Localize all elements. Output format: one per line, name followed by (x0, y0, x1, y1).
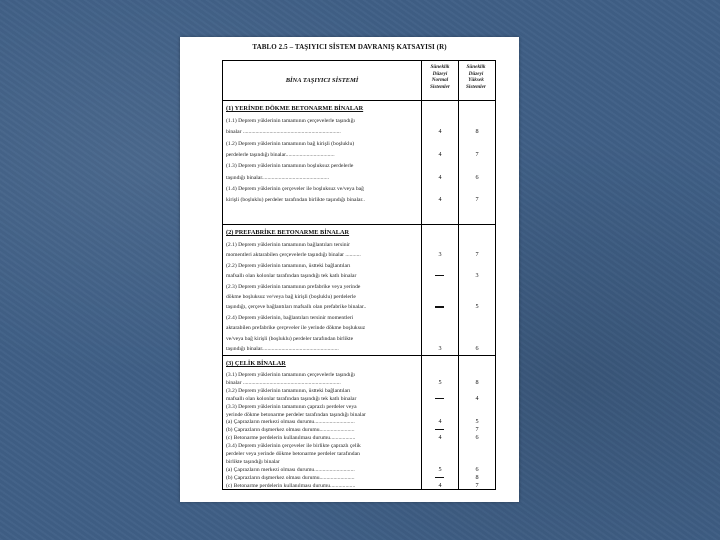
table-title: TABLO 2.5 – TAŞIYICI SİSTEM DAVRANIŞ KATSAYISI (R) (252, 43, 447, 51)
value-high-ductility: 4 (475, 394, 479, 402)
row-text: (c) Betonarme perdelerin kullanılması durumu.................. (226, 435, 356, 442)
value-high-ductility: 6 (475, 465, 479, 473)
value-normal-ductility: 4 (438, 150, 442, 158)
value-high-ductility: 5 (475, 303, 479, 311)
value-high-ductility: 7 (475, 426, 479, 434)
value-normal-ductility: 4 (438, 481, 442, 489)
header-normal-ductility: Süneklik Düzeyi Normal Sistemler (430, 64, 450, 90)
row-text: kirişli (boşluklu) perdeler tarafından birlikte taşındığı binalar.. (226, 197, 365, 204)
value-high-ductility: 8 (475, 473, 479, 481)
row-text: (3.1) Deprem yüklerinin tamamının çerçevelerle taşındığı (226, 372, 355, 378)
table-section (223, 101, 495, 225)
value-high-ductility: 6 (475, 173, 479, 181)
table-section (223, 225, 495, 356)
value-normal-ductility: 4 (438, 418, 442, 426)
row-text: (1.1) Deprem yüklerinin tamamının çerçevelerle taşındığı (226, 118, 355, 124)
value-normal-ductility: 3 (438, 251, 442, 259)
row-text: taşındığı binalar....................................................... (226, 346, 339, 352)
row-text: (3.4) Deprem yüklerinin çerçeveler ile birlikte çaprazlı çelik (226, 443, 361, 450)
header-system-label: BİNA TAŞIYICI SİSTEMİ (285, 77, 359, 84)
row-text: (a) Çaprazların merkezi olması durumu............................. (226, 466, 355, 473)
section-title: (2) PREFABRİKE BETONARME BİNALAR (226, 229, 350, 236)
not-applicable-dash (435, 275, 444, 276)
row-text: taşındığı, çerçeve bağlantıları mafsallı olan prefabrike binalar.. (226, 304, 367, 311)
value-normal-ductility: 3 (438, 345, 442, 352)
row-text: (2.3) Deprem yüklerinin tamamının prefabrike veya yerinde (226, 283, 361, 290)
row-text: (c) Betonarme perdelerin kullanılması durumu.................. (226, 482, 356, 489)
table-header (223, 61, 495, 101)
row-text: (2.4) Deprem yüklerinin, bağlantıları tersinir momentleri (226, 314, 354, 321)
row-text: (3.2) Deprem yüklerinin tamamının, üstteki bağlantıları (226, 387, 351, 394)
row-text: aktarabilen prefabrike çerçeveler ile yerinde dökme boşluksuz (226, 325, 366, 332)
value-normal-ductility: 5 (438, 465, 442, 473)
row-text: ve/veya bağ kirişli (boşluklu) perdeler tarafından birlikte (226, 335, 354, 342)
document-page (180, 37, 519, 502)
not-applicable-dash (435, 306, 444, 308)
row-text: (b) Çaprazların dışmerkez olması durumu......................... (226, 427, 355, 434)
value-normal-ductility: 4 (438, 173, 442, 181)
not-applicable-dash (435, 429, 444, 430)
value-high-ductility: 7 (475, 196, 479, 204)
row-text: momentleri aktarabilen çerçevelerle taşındığı binalar ........... (226, 252, 361, 259)
not-applicable-dash (435, 477, 444, 478)
value-high-ductility: 5 (475, 418, 479, 426)
behavior-factor-table (222, 60, 496, 490)
header-high-ductility: Süneklik Düzeyi Yüksek Sistemler (466, 64, 486, 90)
row-text: mafsallı olan kolonlar tarafından taşındığı tek katlı binalar (226, 395, 357, 402)
value-normal-ductility: 5 (438, 378, 442, 386)
row-text: dökme boşluksuz ve/veya bağ kirişli (boşluklu) perdelerle (226, 294, 356, 300)
value-high-ductility: 6 (475, 345, 479, 352)
row-text: binalar ...................................................................... (226, 379, 341, 386)
row-text: (2.2) Deprem yüklerinin tamamının, üstteki bağlantıları (226, 262, 351, 269)
value-normal-ductility: 4 (438, 434, 442, 442)
value-high-ductility: 3 (475, 272, 479, 280)
not-applicable-dash (435, 398, 444, 399)
table-section (223, 356, 495, 490)
value-high-ductility: 8 (475, 128, 479, 136)
row-text: (a) Çaprazların merkezi olması durumu............................. (226, 419, 355, 426)
value-high-ductility: 6 (475, 434, 479, 442)
value-high-ductility: 7 (475, 481, 479, 489)
value-normal-ductility: 4 (438, 128, 442, 136)
row-text: yerinde dökme betonarme perdeler tarafından taşındığı binalar (226, 411, 366, 418)
row-text: birlikte taşındığı binalar (226, 458, 280, 465)
row-text: (b) Çaprazların dışmerkez olması durumu......................... (226, 474, 355, 481)
section-title: (1) YERİNDE DÖKME BETONARME BİNALAR (226, 105, 364, 112)
row-text: perdeler veya yerinde dökme betonarme perdeler tarafından (226, 451, 360, 457)
row-text: (1.4) Deprem yüklerinin çerçeveler ile boşluksuz ve/veya bağ (226, 185, 364, 192)
row-text: (3.3) Deprem yüklerinin tamamının çaprazlı perdeler veya (226, 403, 357, 410)
row-text: (1.2) Deprem yüklerinin tamamının bağ kirişli (boşluklu) (226, 140, 355, 147)
row-text: perdelerle taşındığı binalar................................... (226, 151, 335, 158)
row-text: (1.3) Deprem yüklerinin tamamının boşluksuz perdelerle (226, 163, 354, 170)
row-text: taşındığı binalar................................................ (226, 174, 330, 181)
value-high-ductility: 7 (475, 150, 479, 158)
section-title: (3) ÇELİK BİNALAR (226, 360, 286, 367)
value-high-ductility: 8 (475, 378, 479, 386)
row-text: binalar ...................................................................... (226, 129, 341, 136)
value-normal-ductility: 4 (438, 196, 442, 204)
row-text: (2.1) Deprem yüklerinin tamamının bağlantıları tersinir (226, 242, 350, 248)
value-high-ductility: 7 (475, 251, 479, 259)
row-text: mafsallı olan kolonlar tarafından taşındığı tek katlı binalar (226, 273, 357, 280)
